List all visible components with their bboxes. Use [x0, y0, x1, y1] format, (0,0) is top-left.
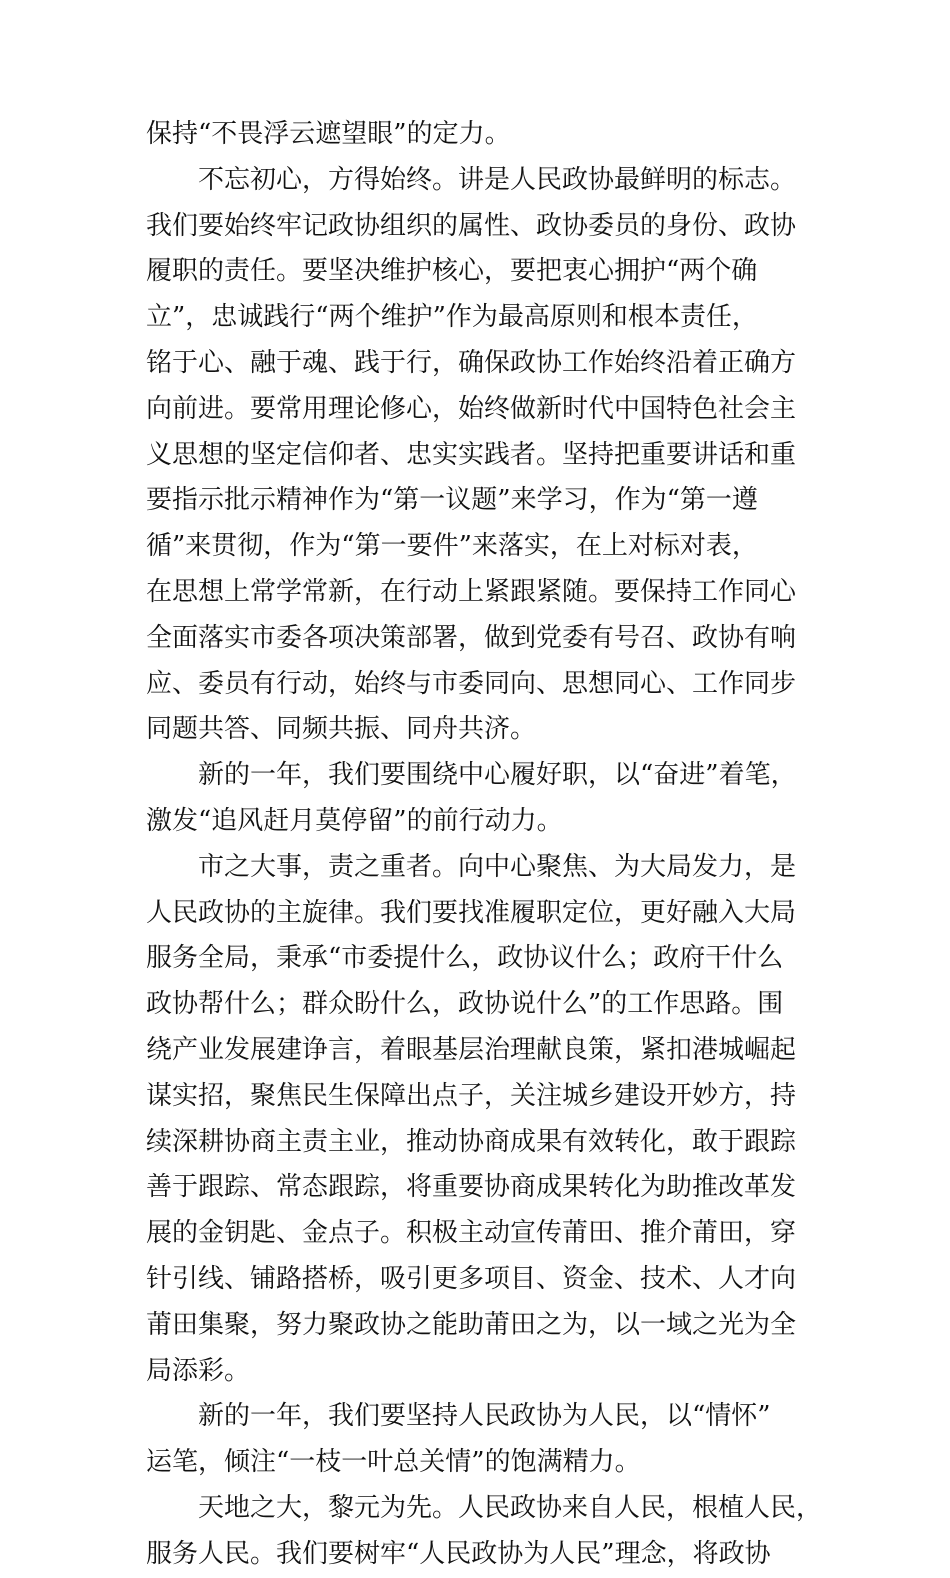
text-line: 全面落实市委各项决策部署，做到党委有号召、政协有响	[146, 622, 797, 653]
text-line: 不忘初心，方得始终。讲是人民政协最鲜明的标志。	[146, 164, 797, 195]
text-line: 新的一年，我们要围绕中心履好职，以“奋进”着笔，	[146, 760, 797, 791]
text-line: 向前进。要常用理论修心，始终做新时代中国特色社会主	[146, 393, 797, 424]
text-line: 针引线、铺路搭桥，吸引更多项目、资金、技术、人才向	[146, 1263, 797, 1294]
text-line: 人民政协的主旋律。我们要找准履职定位，更好融入大局	[146, 897, 797, 928]
text-line: 绕产业发展建诤言，着眼基层治理献良策，紧扣港城崛起	[146, 1034, 797, 1065]
text-line: 善于跟踪、常态跟踪，将重要协商成果转化为助推改革发	[146, 1172, 797, 1203]
text-line: 履职的责任。要坚决维护核心，要把衷心拥护“两个确	[146, 256, 758, 287]
text-line: 莆田集聚，努力聚政协之能助莆田之为，以一域之光为全	[146, 1309, 797, 1340]
text-line: 铭于心、融于魂、践于行，确保政协工作始终沿着正确方	[146, 347, 797, 378]
text-line: 局添彩。	[146, 1355, 251, 1386]
text-line: 同题共答、同频共振、同舟共济。	[146, 714, 537, 745]
text-line: 新的一年，我们要坚持人民政协为人民，以“情怀”	[146, 1401, 771, 1432]
text-line: 续深耕协商主责主业，推动协商成果有效转化，敢于跟踪	[146, 1126, 797, 1157]
text-line: 激发“追风赶月莫停留”的前行动力。	[146, 805, 563, 836]
text-line: 服务全局，秉承“市委提什么，政协议什么；政府干什么	[146, 943, 784, 974]
text-line: 在思想上常学常新，在行动上紧跟紧随。要保持工作同心	[146, 576, 797, 607]
text-line: 义思想的坚定信仰者、忠实实践者。坚持把重要讲话和重	[146, 439, 797, 470]
text-line: 政协帮什么；群众盼什么，政协说什么”的工作思路。围	[146, 989, 784, 1020]
text-line: 应、委员有行动，始终与市委同向、思想同心、工作同步	[146, 668, 797, 699]
text-line: 保持“不畏浮云遮望眼”的定力。	[146, 119, 511, 149]
text-line: 天地之大，黎元为先。人民政协来自人民，根植人民，	[146, 1492, 823, 1523]
text-line: 谋实招，聚焦民生保障出点子，关注城乡建设开妙方，持	[146, 1080, 797, 1111]
text-line: 运笔，倾注“一枝一叶总关情”的饱满精力。	[146, 1447, 641, 1478]
text-line: 立”，忠诚践行“两个维护”作为最高原则和根本责任，	[146, 302, 758, 333]
text-line: 市之大事，责之重者。向中心聚焦、为大局发力，是	[146, 851, 797, 882]
text-line: 要指示批示精神作为“第一议题”来学习，作为“第一遵	[146, 485, 758, 516]
text-line: 服务人民。我们要树牢“人民政协为人民”理念，将政协	[146, 1538, 771, 1569]
text-line: 我们要始终牢记政协组织的属性、政协委员的身份、政协	[146, 210, 797, 241]
document-body	[146, 112, 823, 1578]
text-line: 循”来贯彻，作为“第一要件”来落实，在上对标对表，	[146, 531, 758, 562]
text-line: 展的金钥匙、金点子。积极主动宣传莆田、推介莆田，穿	[146, 1218, 797, 1249]
